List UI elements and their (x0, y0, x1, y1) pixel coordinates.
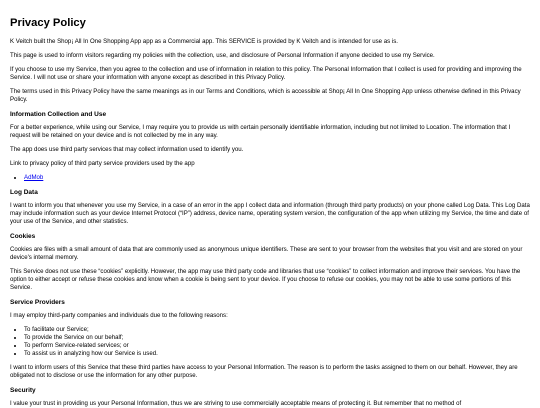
list-item (24, 174, 530, 182)
list-item: • To perform Service-related services; or (24, 342, 530, 350)
intro-paragraph: If you choose to use my Service, then you agree to the collection and use of information in relation to this policy. The Personal Information that I collect is used for providing and improving the Service. I will not use or share your information with anyone except as described in this Privacy Policy. (10, 65, 522, 81)
section-paragraph: I may employ third-party companies and individuals due to the following reasons: (10, 311, 228, 319)
page-title: Privacy Policy (10, 17, 86, 29)
section-paragraph: Link to privacy policy of third party service providers used by the app (10, 159, 195, 167)
section-heading-information-collection: Information Collection and Use (10, 111, 107, 119)
section-heading-service-providers: Service Providers (10, 298, 65, 306)
section-heading-log-data: Log Data (10, 189, 38, 197)
section-paragraph: This Service does not use these “cookies” explicitly. However, the app may use third party code and libraries that use “cookies” to collect information and improve their services. You have the option to either accept or refuse these cookies and know when a cookie is being sent to your device. If you choose to refuse our cookies, you may not be able to use some portions of this Service. (10, 267, 521, 291)
section-paragraph: I want to inform you that whenever you use my Service, in a case of an error in the app I collect data and information (through third party products) on your phone called Log Data. This Log Data may include information such as your device Internet Protocol (“IP”) address, device name, operating system version, the configuration of the app when utilizing my Service, the time and date of your use of the Service, and other statistics. (10, 201, 530, 225)
section-paragraph: Cookies are files with a small amount of data that are commonly used as anonymous unique identifiers. These are sent to your browser from the websites that you visit and are stored on your device's internal memory. (10, 245, 523, 261)
section-heading-cookies: Cookies (10, 232, 36, 240)
section-paragraph: For a better experience, while using our Service, I may require you to provide us with certain personally identifiable information, including but not limited to Location. The information that I request will be retained on your device and is not collected by me in any way. (10, 123, 511, 139)
section-paragraph: The app does use third party services that may collect information used to identify you. (10, 145, 244, 153)
admob-link[interactable]: AdMob (24, 173, 44, 181)
section-paragraph: I value your trust in providing us your Personal Information, thus we are striving to use commercially acceptable means of protecting it. But remember that no method of (10, 399, 462, 407)
intro-paragraph: This page is used to inform visitors regarding my policies with the collection, use, and disclosure of Personal Information if anyone decided to use my Service. (10, 51, 435, 59)
intro-paragraph: K Veitch built the Shop¡ All In One Shopping App app as a Commercial app. This SERVICE is provided by K Veitch and is intended for use as is. (10, 37, 398, 45)
list-item: • To provide the Service on our behalf; (24, 334, 530, 342)
section-heading-security: Security (10, 386, 36, 394)
service-provider-reasons-list (10, 326, 530, 358)
third-party-links-list (10, 174, 530, 182)
list-item: • To facilitate our Service; (24, 326, 530, 334)
intro-paragraph: The terms used in this Privacy Policy have the same meanings as in our Terms and Conditions, which is accessible at Shop¡ All In One Shopping App unless otherwise defined in this Privacy Policy. (10, 88, 521, 104)
list-item: • To assist us in analyzing how our Service is used. (24, 350, 530, 358)
section-paragraph: I want to inform users of this Service that these third parties have access to your Personal Information. The reason is to perform the tasks assigned to them on our behalf. However, they are obligated not to disclose or use the information for any other purpose. (10, 363, 518, 379)
